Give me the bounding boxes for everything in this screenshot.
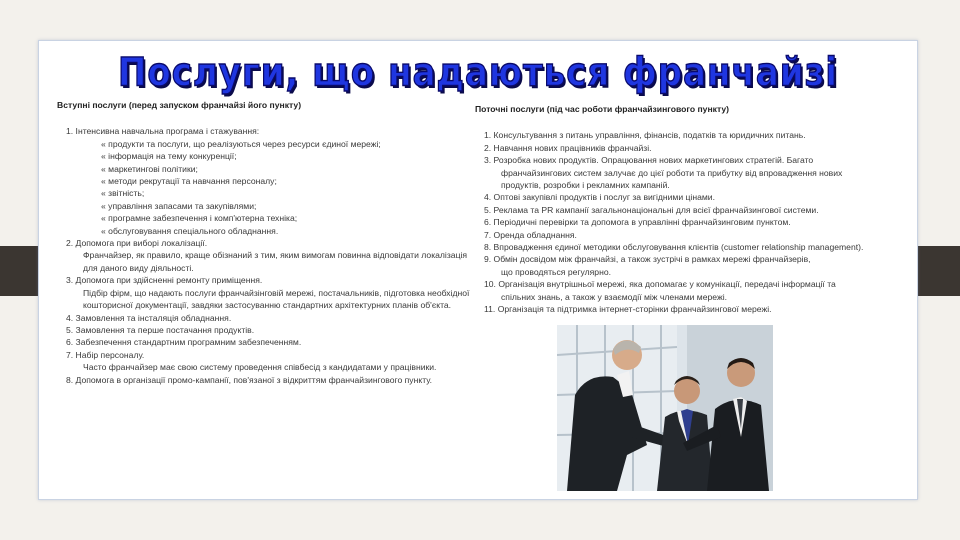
intro-service-item: для даного виду діяльності. <box>83 262 194 273</box>
ongoing-service-item: 9. Обмін досвідом між франчайзі, а також зустрічі в рамках мережі франчайзерів, <box>484 254 811 265</box>
intro-services-column <box>57 99 477 386</box>
ongoing-service-item: продуктів, розробки і рекламних кампаній. <box>501 180 670 191</box>
intro-service-item: 5. Замовлення та перше постачання продуктів. <box>66 324 255 335</box>
intro-service-item: « маркетингові політики; <box>101 163 198 174</box>
ongoing-service-item: 3. Розробка нових продуктів. Опрацювання нових маркетингових стратегій. Багато <box>484 155 814 166</box>
intro-service-item: Підбір фірм, що надають послуги франчайзінговій мережі, постачальників, підготовка необхідної <box>83 287 470 298</box>
intro-service-item: 2. Допомога при виборі локалізації. <box>66 238 208 249</box>
intro-services-list <box>57 125 477 386</box>
business-handshake-photo <box>557 325 773 491</box>
ongoing-service-item: франчайзингових систем залучає до цієї роботи та прибутку від впровадження нових <box>501 167 843 178</box>
intro-service-item: « програмне забезпечення і комп'ютерна техніка; <box>101 213 298 224</box>
intro-service-item: « звітність; <box>101 188 145 199</box>
intro-service-item: кошторисної документації, завдяки застосуванню стандартних архітектурних планів об'єкта. <box>83 300 452 311</box>
handshake-illustration <box>557 325 773 491</box>
intro-service-item: 1. Інтенсивна навчальна програма і стажування: <box>66 126 260 137</box>
intro-service-item: Часто франчайзер має свою систему проведення співбесід з кандидатами у працівники. <box>83 362 437 373</box>
intro-service-item: 4. Замовлення та інсталяція обладнання. <box>66 312 232 323</box>
ongoing-service-item: 2. Навчання нових працівників франчайзі. <box>484 142 652 153</box>
ongoing-service-item: що проводяться регулярно. <box>501 266 611 277</box>
ongoing-service-item: 1. Консультування з питань управління, фінансів, податків та юридичних питань. <box>484 130 806 141</box>
intro-services-heading: Вступні послуги (перед запуском франчайзі його пункту) <box>57 100 302 110</box>
ongoing-service-item: 4. Оптові закупівлі продуктів і послуг за вигідними цінами. <box>484 192 715 203</box>
intro-service-item: « продукти та послуги, що реалізуються через ресурси єдиної мережі; <box>101 138 381 149</box>
slide-frame <box>38 40 918 500</box>
intro-service-item: 7. Набір персоналу. <box>66 349 145 360</box>
intro-service-item: 3. Допомога при здійсненні ремонту приміщення. <box>66 275 263 286</box>
ongoing-service-item: 5. Реклама та PR кампанії загальнонаціональні для всієї франчайзингової системи. <box>484 204 819 215</box>
ongoing-services-heading: Поточні послуги (під час роботи франчайзингового пункту) <box>475 104 730 114</box>
ongoing-service-item: спільних знань, а також у взаємодії між членами мережі. <box>501 291 728 302</box>
intro-service-item: 6. Забезпечення стандартним програмним забезпеченням. <box>66 337 302 348</box>
intro-service-item: 8. Допомога в організації промо-кампанії, пов'язаної з відкриттям франчайзингового пункту. <box>66 374 433 385</box>
intro-service-item: « методи рекрутації та навчання персоналу; <box>101 176 277 187</box>
ongoing-service-item: 7. Оренда обладнання. <box>484 229 577 240</box>
ongoing-services-list <box>475 129 867 315</box>
intro-service-item: Франчайзер, як правило, краще обізнаний з тим, яким вимогам повинна відповідати локалізація <box>83 250 468 261</box>
ongoing-service-item: 8. Впровадження єдиної методики обслуговування клієнтів (customer relationship management). <box>484 242 864 253</box>
intro-service-item: « інформація на тему конкуренції; <box>101 151 237 162</box>
ongoing-service-item: 6. Періодичні перевірки та допомога в управлінні франчайзинговим пунктом. <box>484 217 791 228</box>
slide-title: Послуги, що надаються франчайзі <box>117 50 839 96</box>
ongoing-service-item: 10. Організація внутрішньої мережі, яка допомагає у комунікації, передачі інформації та <box>484 279 836 290</box>
intro-service-item: « обслуговування спеціального обладнання. <box>101 225 279 236</box>
ongoing-services-column <box>475 103 867 316</box>
intro-service-item: « управління запасами та закупівлями; <box>101 200 257 211</box>
ongoing-service-item: 11. Організація та підтримка інтернет-сторінки франчайзингової мережі. <box>484 304 772 315</box>
